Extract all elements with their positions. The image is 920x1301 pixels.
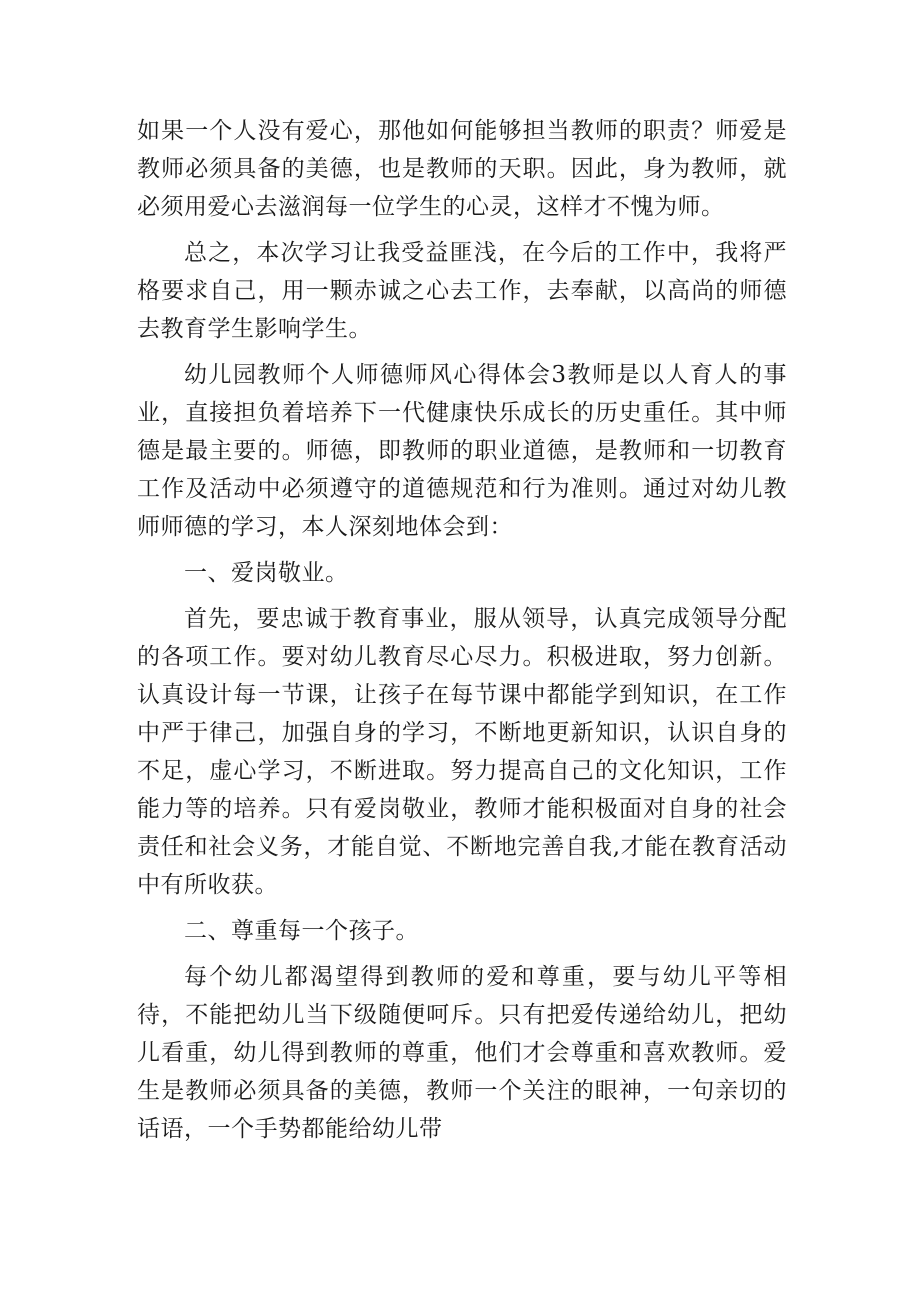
paragraph-summary: 总之，本次学习让我受益匪浅，在今后的工作中，我将严格要求自己，用一颗赤诚之心去工作，去奉献，以高尚的师德去教育学生影响学生。	[137, 240, 787, 342]
paragraph-respect-children: 每个幼儿都渴望得到教师的爱和尊重，要与幼儿平等相待，不能把幼儿当下级随便呵斥。只有把爱传递给幼儿，把幼儿看重，幼儿得到教师的尊重，他们才会尊重和喜欢教师。爱生是教师必须具备的美德，教师一个关注的眼神，一句亲切的话语，一个手势都能给幼儿带	[137, 964, 787, 1142]
paragraph-continuation: 如果一个人没有爱心，那他如何能够担当教师的职责？师爱是教师必须具备的美德，也是教师的天职。因此，身为教师，就必须用爱心去滋润每一位学生的心灵，这样才不愧为师。	[137, 118, 787, 220]
section-heading-respect-children: 二、尊重每一个孩子。	[184, 918, 419, 944]
document-body	[137, 112, 787, 1156]
paragraph-essay-intro: 幼儿园教师个人师德师风心得体会3教师是以人育人的事业，直接担负着培养下一代健康快乐成长的历史重任。其中师德是最主要的。师德，即教师的职业道德，是教师和一切教育工作及活动中必须遵守的道德规范和行为准则。通过对幼儿教师师德的学习，本人深刻地体会到：	[137, 362, 787, 540]
section-heading-love-job: 一、爱岗敬业。	[184, 560, 349, 586]
paragraph-love-job: 首先，要忠诚于教育事业，服从领导，认真完成领导分配的各项工作。要对幼儿教育尽心尽力。积极进取，努力创新。认真设计每一节课，让孩子在每节课中都能学到知识，在工作中严于律己，加强自身的学习，不断地更新知识，认识自身的不足，虚心学习，不断进取。努力提高自己的文化知识，工作能力等的培养。只有爱岗敬业，教师才能积极面对自身的社会责任和社会义务，才能自觉、不断地完善自我,才能在教育活动中有所收获。	[137, 606, 787, 898]
